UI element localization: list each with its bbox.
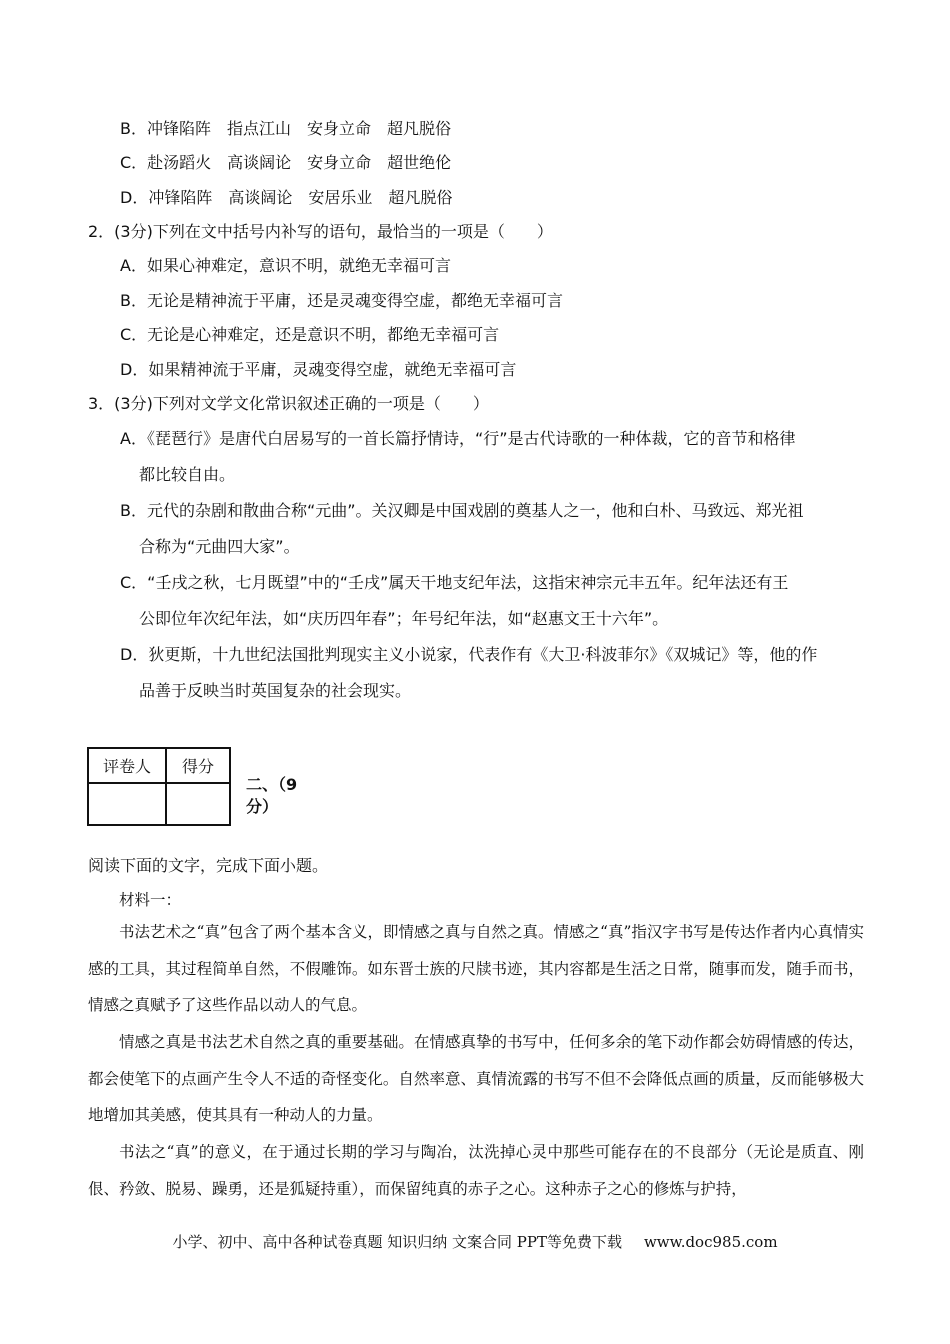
q3-option-a: A．《琵琶行》是唐代白居易写的一首长篇抒情诗，“行”是古代诗歌的一种体裁，它的音节和格律 bbox=[120, 429, 796, 448]
material-label: 材料一： bbox=[119, 891, 182, 909]
footer-url[interactable]: www.doc985.com bbox=[643, 1233, 778, 1251]
q2-option-b: B．无论是精神流于平庸，还是灵魂变得空虚，都绝无幸福可言 bbox=[120, 291, 563, 310]
q3-option-c: C．“壬戌之秋，七月既望”中的“壬戌”属天干地支纪年法，这指宋神宗元丰五年。纪年法还有王 bbox=[120, 573, 789, 592]
q1-option-b: B．冲锋陷阵 指点江山 安身立命 超凡脱俗 bbox=[120, 119, 451, 138]
score-cell bbox=[166, 783, 230, 825]
q1-option-c: C．赴汤蹈火 高谈阔论 安身立命 超世绝伦 bbox=[120, 153, 452, 172]
q2-stem: 2．(3分)下列在文中括号内补写的语句，最恰当的一项是（ ） bbox=[88, 222, 553, 241]
q3-option-d-cont: 品善于反映当时英国复杂的社会现实。 bbox=[139, 681, 412, 700]
footer-text: 小学、初中、高中各种试卷真题 知识归纳 文案合同 PPT等免费下载 bbox=[172, 1233, 622, 1251]
q3-option-c-cont: 公即位年次纪年法，如“庆历四年春”；年号纪年法，如“赵惠文王十六年”。 bbox=[139, 609, 669, 628]
section-title: 二、（9 分） bbox=[246, 775, 298, 816]
score-header: 得分 bbox=[166, 748, 230, 783]
paragraph-3: 书法之“真”的意义，在于通过长期的学习与陶冶，汰洗掉心灵中那些可能存在的不良部分（无论是质直、刚佷、矜敛、脱易、躁勇，还是狐疑持重），而保留纯真的赤子之心。这种赤子之心的修炼与护持， bbox=[88, 1143, 864, 1198]
grader-header: 评卷人 bbox=[88, 748, 166, 783]
paragraph-2: 情感之真是书法艺术自然之真的重要基础。在情感真挚的书写中，任何多余的笔下动作都会妨碍情感的传达，都会使笔下的点画产生令人不适的奇怪变化。自然率意、真情流露的书写不但不会降低点画的质量，反而能够极大地增加其美感，使其具有一种动人的力量。 bbox=[88, 1033, 864, 1124]
score-table bbox=[87, 747, 231, 826]
q3-option-a-cont: 都比较自由。 bbox=[139, 465, 236, 484]
footer bbox=[0, 1231, 950, 1252]
q2-option-d: D．如果精神流于平庸，灵魂变得空虚，就绝无幸福可言 bbox=[120, 360, 517, 379]
q3-option-b: B．元代的杂剧和散曲合称“元曲”。关汉卿是中国戏剧的奠基人之一，他和白朴、马致远、郑光祖 bbox=[120, 501, 804, 520]
q1-option-d: D．冲锋陷阵 高谈阔论 安居乐业 超凡脱俗 bbox=[120, 188, 453, 207]
grader-cell bbox=[88, 783, 166, 825]
q3-option-d: D．狄更斯，十九世纪法国批判现实主义小说家，代表作有《大卫·科波菲尔》《双城记》等，他的作 bbox=[120, 645, 818, 664]
q3-stem: 3．(3分)下列对文学文化常识叙述正确的一项是（ ） bbox=[88, 394, 489, 413]
q3-option-b-cont: 合称为“元曲四大家”。 bbox=[139, 537, 300, 556]
reading-instruction: 阅读下面的文字，完成下面小题。 bbox=[88, 856, 329, 875]
q2-option-a: A．如果心神难定，意识不明，就绝无幸福可言 bbox=[120, 256, 451, 275]
paragraph-1: 书法艺术之“真”包含了两个基本含义，即情感之真与自然之真。情感之“真”指汉字书写是传达作者内心真情实感的工具，其过程简单自然，不假雕饰。如东晋士族的尺牍书迹，其内容都是生活之日常，随事而发，随手而书，情感之真赋予了这些作品以动人的气息。 bbox=[88, 923, 864, 1014]
q2-option-c: C．无论是心神难定，还是意识不明，都绝无幸福可言 bbox=[120, 325, 500, 344]
